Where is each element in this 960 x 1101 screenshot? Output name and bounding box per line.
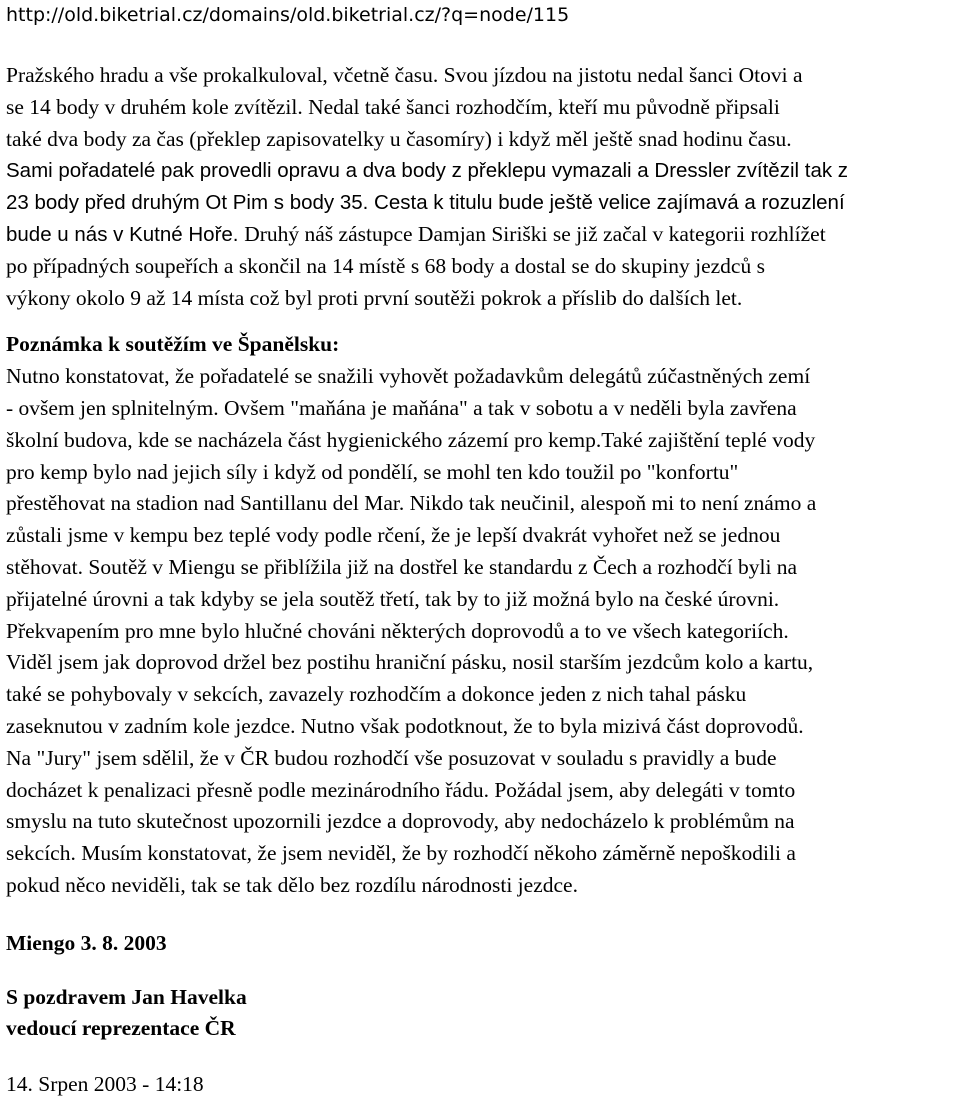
- text-segment: výkony okolo 9 až 14 místa což byl proti první soutěži pokrok a příslib do dalších let.: [6, 285, 743, 310]
- page-url: http://old.biketrial.cz/domains/old.biketrial.cz/?q=node/115: [6, 4, 570, 26]
- text-line: [6, 124, 958, 156]
- text-line: [6, 155, 958, 187]
- text-line: pokud něco neviděli, tak se tak dělo bez rozdílu národnosti jezdce.: [6, 872, 578, 897]
- text-line: - ovšem jen splnitelným. Ovšem "maňána je maňána" a tak v sobotu a v neděli byla zavřena: [6, 395, 797, 420]
- text-line: [6, 283, 958, 315]
- text-line: Nutno konstatovat, že pořadatelé se snažili vyhovět požadavkům delegátů zúčastněných zemí: [6, 364, 811, 389]
- text-segment: bude u nás v Kutné Hoře.: [6, 222, 245, 246]
- note-heading: Poznámka k soutěžím ve Španělsku:: [6, 332, 340, 357]
- text-segment: také dva body za čas (překlep zapisovatelky u časomíry) i když měl ještě snad hodinu času.: [6, 126, 792, 151]
- text-line: [6, 251, 958, 283]
- text-line: také se pohybovaly v sekcích, zavazely rozhodčím a dokonce jeden z nich tahal pásku: [6, 682, 747, 707]
- article-body: [6, 60, 958, 1101]
- text-line: Viděl jsem jak doprovod držel bez postihu hraniční pásku, nosil starším jezdcům kolo a kartu,: [6, 650, 814, 675]
- text-line: smyslu na tuto skutečnost upozornili jezdce a doprovody, aby nedocházelo k problémům na: [6, 809, 795, 834]
- text-line: [6, 60, 958, 92]
- text-line: přijatelné úrovni a tak kdyby se jela soutěž třetí, tak by to již možná bylo na české úrovni.: [6, 586, 780, 611]
- text-line: stěhovat. Soutěž v Miengu se přiblížila již na dostřel ke standardu z Čech a rozhodčí byli na: [6, 554, 798, 579]
- note-paragraph: [6, 361, 958, 902]
- signature-greeting: S pozdravem Jan Havelka: [6, 984, 247, 1009]
- text-segment: se 14 body v druhém kole zvítězil. Nedal také šanci rozhodčím, kteří mu původně připsali: [6, 94, 780, 119]
- text-segment: Pražského hradu a vše prokalkuloval, včetně času. Svou jízdou na jistotu nedal šanci Otovi a: [6, 63, 803, 87]
- dateline: Miengo 3. 8. 2003: [6, 930, 167, 955]
- text-line: Překvapením pro mne bylo hlučné chováni některých doprovodů a to ve všech kategoriích.: [6, 618, 789, 643]
- posted-date: 14. Srpen 2003 - 14:18: [6, 1072, 204, 1097]
- text-line: školní budova, kde se nacházela část hygienického zázemí pro kemp.Také zajištění teplé vody: [6, 427, 816, 452]
- text-line: [6, 187, 958, 219]
- text-segment: 23 body před druhým Ot Pim s body 35. Cesta k titulu bude ještě velice zajímavá a rozuzlení: [6, 191, 845, 215]
- text-line: zaseknutou v zadním kole jezdce. Nutno však podotknout, že to byla mizivá část doprovodů.: [6, 713, 804, 738]
- text-line: [6, 92, 958, 124]
- text-segment: Sami pořadatelé pak provedli opravu a dva body z překlepu vymazali a Dressler zvítězil tak z: [6, 159, 849, 183]
- text-line: přestěhovat na stadion nad Santillanu del Mar. Nikdo tak neučinil, alespoň mi to není známo a: [6, 491, 817, 516]
- text-line: [6, 219, 958, 251]
- report-paragraph: [6, 60, 958, 314]
- text-line: docházet k penalizaci přesně podle mezinárodního řádu. Požádal jsem, aby delegáti v tomto: [6, 777, 796, 802]
- signature-block: [6, 982, 958, 1046]
- text-line: zůstali jsme v kempu bez teplé vody podle rčení, že je lepší dvakrát vyhořet než se jednou: [6, 523, 781, 548]
- signature-role: vedoucí reprezentace ČR: [6, 1016, 236, 1041]
- text-line: pro kemp bylo nad jejich síly i když od pondělí, se mohl ten kdo toužil po "konfortu": [6, 459, 739, 484]
- text-segment: po případných soupeřích a skončil na 14 místě s 68 body a dostal se do skupiny jezdců s: [6, 253, 765, 278]
- text-segment: Druhý náš zástupce Damjan Siriški se již začal v kategorii rozhlížet: [244, 221, 826, 246]
- text-line: sekcích. Musím konstatovat, že jsem neviděl, že by rozhodčí někoho záměrně nepoškodili a: [6, 841, 796, 866]
- text-line: Na "Jury" jsem sdělil, že v ČR budou rozhodčí vše posuzovat v souladu s pravidly a bude: [6, 745, 777, 770]
